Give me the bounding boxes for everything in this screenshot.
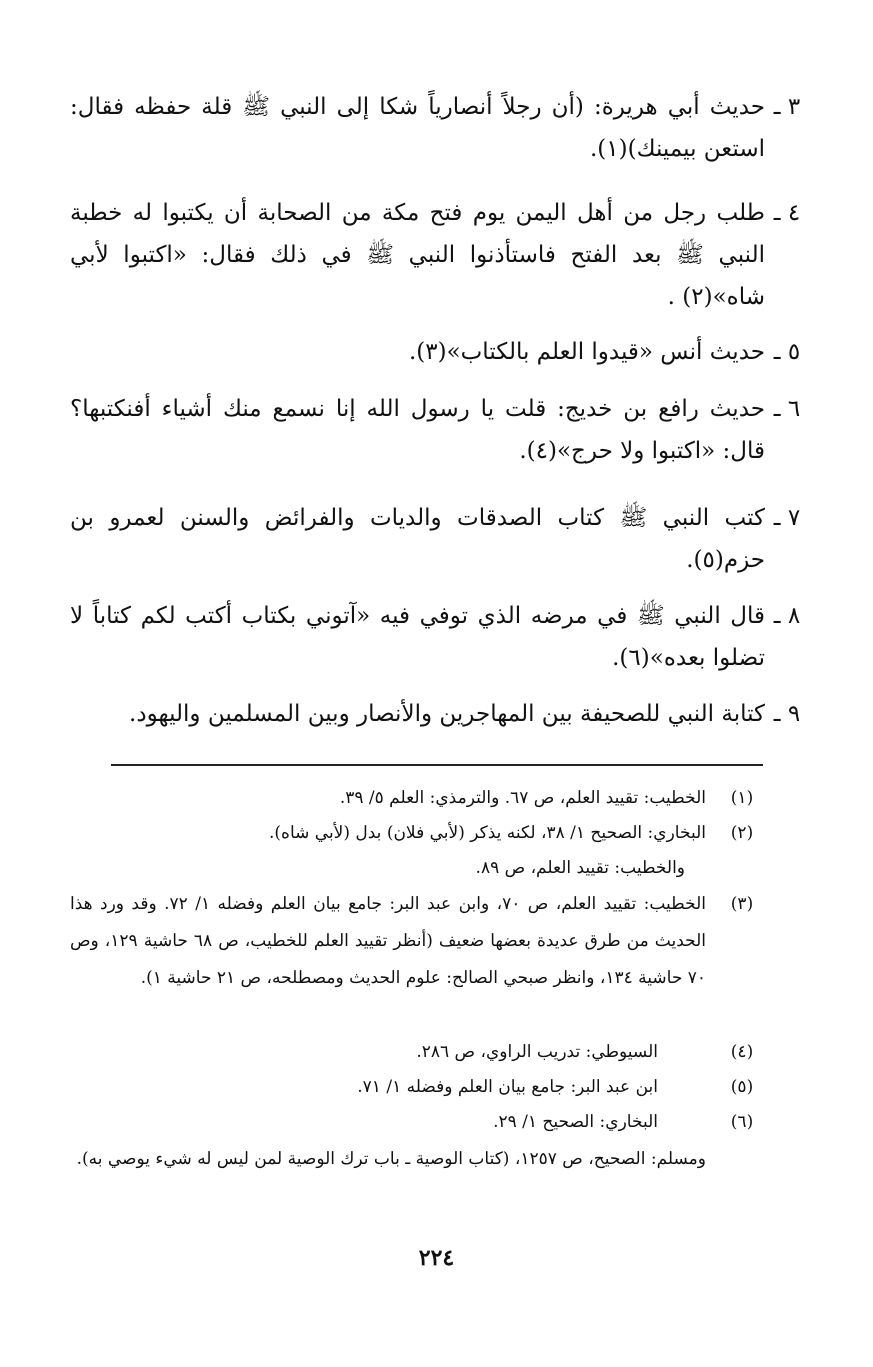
footnote-continuation	[70, 1141, 706, 1178]
footnote-text: البخاري: الصحيح ١/ ٣٨، لكنه يذكر (لأبي فلان) بدل (لأبي شاه).	[269, 823, 706, 843]
list-item	[70, 388, 801, 472]
item-text: حديث أبي هريرة: (أن رجلاً أنصارياً شكا إلى النبي ﷺ قلة حفظه فقال: استعن بيمينك)(١).	[70, 94, 765, 162]
item-number: ٨ ـ	[773, 603, 801, 629]
footnote	[70, 1034, 754, 1071]
item-text: طلب رجل من أهل اليمن يوم فتح مكة من الصحابة أن يكتبوا له خطبة النبي ﷺ بعد الفتح فاستأذنوا النبي ﷺ في ذلك فقال: «اكتبوا لأبي شاه»(٢) .	[70, 200, 765, 310]
item-number: ٦ ـ	[773, 396, 801, 422]
footnote	[70, 886, 754, 997]
footnote-text: ومسلم: الصحيح، ص ١٢٥٧، (كتاب الوصية ـ باب ترك الوصية لمن ليس له شيء يوصي به).	[76, 1149, 706, 1169]
footnote-text: الخطيب: تقييد العلم، ص ٦٧. والترمذي: العلم ٥/ ٣٩.	[339, 788, 706, 808]
footnote	[70, 1104, 754, 1141]
footnote-text: السيوطي: تدريب الراوي، ص ٢٨٦.	[416, 1042, 658, 1062]
footnote-separator	[111, 764, 763, 766]
item-number: ٧ ـ	[773, 505, 801, 531]
item-text: كتب النبي ﷺ كتاب الصدقات والديات والفرائض والسنن لعمرو بن حزم(٥).	[70, 505, 765, 573]
list-item	[100, 693, 801, 735]
list-item	[70, 86, 801, 170]
footnote-number: (٤)	[730, 1042, 754, 1062]
footnote-number: (٥)	[730, 1077, 754, 1097]
footnote-continuation	[70, 850, 685, 887]
footnote-text: ابن عبد البر: جامع بيان العلم وفضله ١/ ٧١.	[357, 1077, 658, 1097]
item-number: ٩ ـ	[773, 701, 801, 727]
footnote-number: (٢)	[730, 823, 754, 843]
list-item	[70, 331, 801, 373]
footnote-text: الخطيب: تقييد العلم، ص ٧٠، وابن عبد البر: جامع بيان العلم وفضله ١/ ٧٢. وقد ورد هذا الحديث من طرق عديدة بعضها ضعيف (أنظر تقييد العلم للخطيب، ص ٦٨ حاشية ١٢٩، وص ٧٠ حاشية ١٣٤، وانظر صبحي الصالح: علوم الحديث ومصطلحه، ص ٢١ حاشية ١).	[70, 894, 707, 988]
footnote-number: (١)	[730, 788, 754, 808]
footnote-text: البخاري: الصحيح ١/ ٢٩.	[493, 1112, 658, 1132]
item-text: كتابة النبي للصحيفة بين المهاجرين والأنصار وبين المسلمين واليهود.	[129, 701, 765, 727]
footnote-number: (٣)	[730, 894, 754, 914]
page-number: ٢٢٤	[418, 1245, 455, 1271]
item-number: ٤ ـ	[773, 200, 801, 226]
list-item	[70, 595, 801, 679]
footnote	[70, 815, 754, 852]
item-number: ٥ ـ	[773, 339, 801, 365]
footnote	[70, 1069, 754, 1106]
footnote-text: والخطيب: تقييد العلم، ص ٨٩.	[475, 858, 685, 878]
item-text: حديث أنس «قيدوا العلم بالكتاب»(٣).	[408, 339, 765, 365]
item-number: ٣ ـ	[773, 94, 801, 120]
list-item	[70, 497, 801, 581]
footnote-number: (٦)	[730, 1112, 754, 1132]
item-text: حديث رافع بن خديج: قلت يا رسول الله إنا نسمع منك أشياء أفنكتبها؟ قال: «اكتبوا ولا حرج»(٤).	[70, 396, 765, 464]
list-item	[70, 192, 801, 318]
footnote	[70, 780, 754, 817]
item-text: قال النبي ﷺ في مرضه الذي توفي فيه «آتوني بكتاب أكتب لكم كتاباً لا تضلوا بعده»(٦).	[70, 603, 765, 671]
